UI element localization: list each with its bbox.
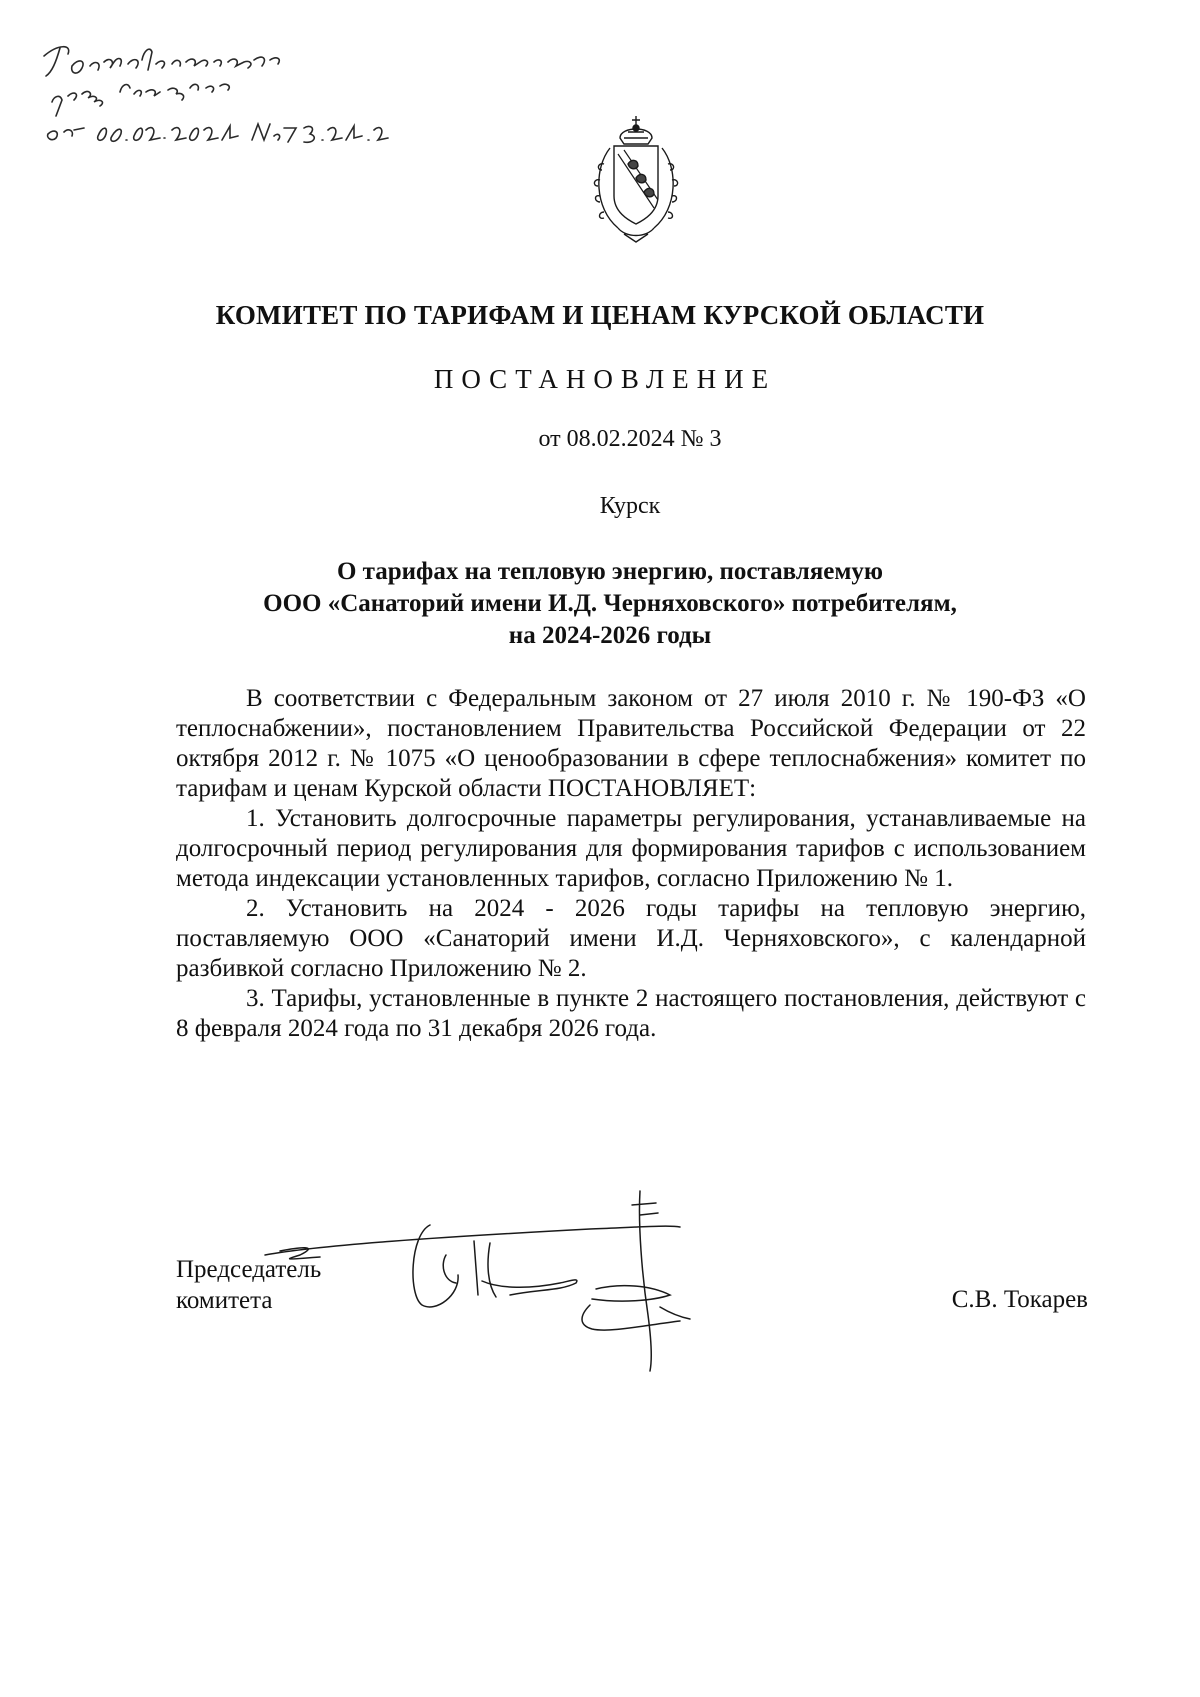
paragraph-item-1: 1. Установить долгосрочные параметры регулирования, устанавливаемые на долгосрочный период регулирования для формирования тарифов с использованием метода индексации установленных тарифов, согласно Приложению № 1. [176,805,1086,892]
registration-handwritten-note [38,36,398,156]
title-line: О тарифах на тепловую энергию, поставляемую [336,558,884,585]
preamble-paragraph: В соответствии с Федеральным законом от 27 июля 2010 г. № 190-ФЗ «О теплоснабжении», постановлением Правительства Российской Федерации от 22 октября 2012 г. № 1075 «О ценообразовании в сфере теплоснабжения» комитет по тарифам и ценам Курской области ПОСТАНОВЛЯЕТ: [176,685,1086,802]
handwritten-signature [260,1185,730,1375]
signer-name: С.В. Токарев [951,1286,1088,1313]
document-body [176,684,1086,1044]
committee-name: КОМИТЕТ ПО ТАРИФАМ И ЦЕНАМ КУРСКОЙ ОБЛАСТИ [215,300,985,330]
title-line: на 2024-2026 годы [508,622,712,649]
paragraph-item-3: 3. Тарифы, установленные в пункте 2 настоящего постановления, действуют с 8 февраля 2024 года по 31 декабря 2026 года. [176,985,1086,1042]
paragraph-item-2: 2. Установить на 2024 - 2026 годы тарифы на тепловую энергию, поставляемую ООО «Санаторий имени И.Д. Черняховского», с календарной разбивкой согласно Приложению № 2. [176,895,1086,982]
document-date-number: от 08.02.2024 № 3 [538,426,722,452]
position-line: комитета [176,1287,273,1314]
kursk-region-coat-of-arms-icon [580,108,692,248]
title-line: ООО «Санаторий имени И.Д. Черняховского» потребителям, [263,590,957,617]
document-city: Курск [599,493,661,519]
position-line: Председатель [176,1256,322,1283]
document-type: ПОСТАНОВЛЕНИЕ [433,364,777,394]
document-title [200,556,1020,652]
